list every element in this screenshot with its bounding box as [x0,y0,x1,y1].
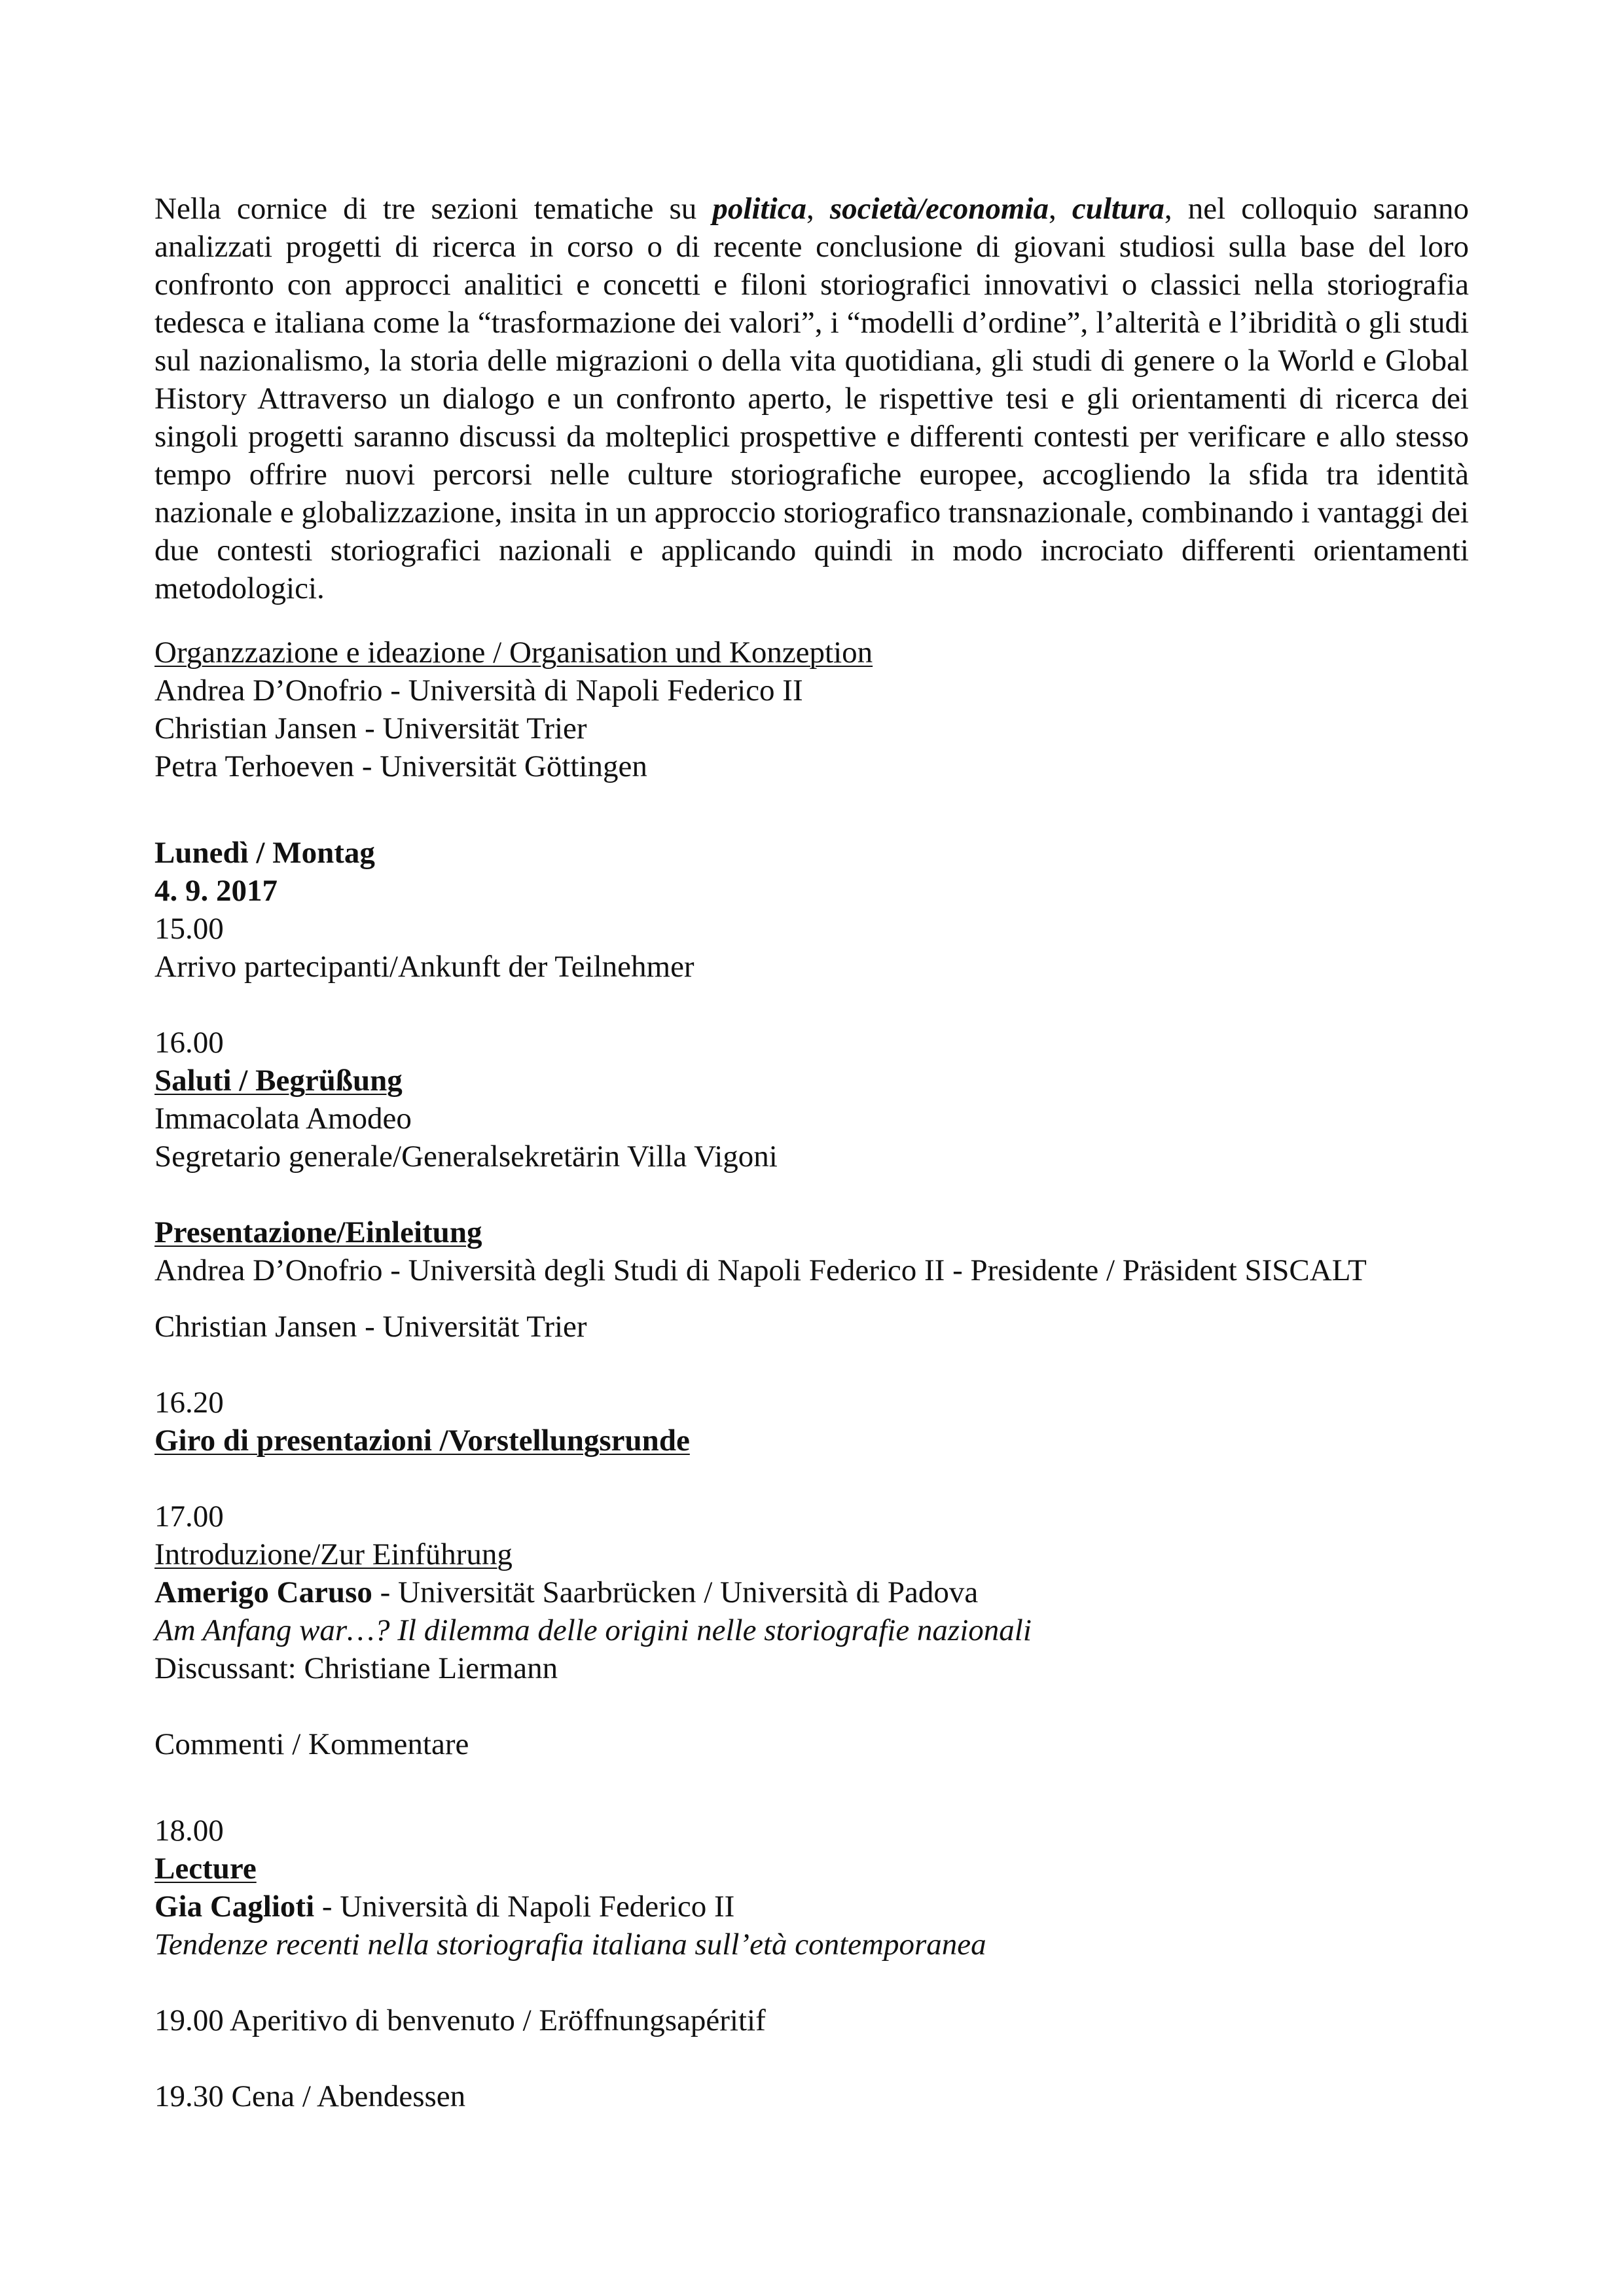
organiser-1: Andrea D’Onofrio - Università di Napoli Federico II [154,673,803,708]
welcome-name: Immacolata Amodeo [154,1102,412,1136]
intro-paragraph [154,190,1469,607]
presentation-title: Presentazione/Einleitung [154,1215,482,1249]
intro-separator: , [1049,192,1072,226]
lecture-time: 18.00 [154,1814,224,1848]
keyword-cultura: cultura [1072,192,1164,226]
arrival-text: Arrivo partecipanti/Ankunft der Teilnehmer [154,950,695,984]
intro-text-rest: , nel colloquio saranno analizzati progetti di ricerca in corso o di recente conclusione di giovani studiosi sulla base del loro confronto con approcci analitici e concetti e filoni storiografici innovativi o classici nella storiografia tedesca e italiana come la “trasformazione dei valori”, i “modelli d’ordine”, l’alterità e l’ibridità o gli studi sul nazionalismo, la storia delle migrazioni o della vita quotidiana, gli studi di genere o la World e Global History Attraverso un dialogo e un confronto aperto, le rispettive tesi e gli orientamenti di ricerca dei singoli progetti saranno discussi da molteplici prospettive e differenti contesti per verificare e allo stesso tempo offrire nuovi percorsi nelle culture storiografiche europee, accogliendo la sfida tra identità nazionale e globalizzazione, insita in un approccio storiografico transnazionale, combinando i vantaggi dei due contesti storiografici nazionali e applicando quindi in modo incrociato differenti orientamenti metodologici. [154,192,1470,605]
dinner-entry: 19.30 Cena / Abendessen [154,2079,466,2113]
welcome-role: Segretario generale/Generalsekretärin Villa Vigoni [154,1139,778,1174]
keyword-societa-economia: società/economia [829,192,1049,226]
intro-separator: , [806,192,830,226]
lecture-title: Lecture [154,1852,257,1886]
lecture-speaker-affiliation: - Università di Napoli Federico II [314,1890,735,1924]
introduction-comments: Commenti / Kommentare [154,1727,469,1761]
presentation-speaker-1: Andrea D’Onofrio - Università degli Studi di Napoli Federico II - Presidente / Präsident SISCALT [154,1253,1367,1287]
introduction-speaker [154,1573,1469,1611]
lecture-talk-title: Tendenze recenti nella storiografia italiana sull’età contemporanea [154,1928,986,1962]
round-title: Giro di presentazioni /Vorstellungsrunde [154,1424,690,1458]
organiser-3: Petra Terhoeven - Universität Göttingen [154,749,647,783]
day-date: 4. 9. 2017 [154,874,278,908]
organisation-heading: Organzzazione e ideazione / Organisation und Konzeption [154,636,873,670]
lecture-speaker [154,1888,1469,1926]
lecture-speaker-name: Gia Caglioti [154,1890,315,1924]
arrival-time: 15.00 [154,912,224,946]
day-heading: Lunedì / Montag [154,836,375,870]
keyword-politica: politica [712,192,806,226]
aperitivo-entry: 19.00 Aperitivo di benvenuto / Eröffnungsapéritif [154,2003,766,2037]
introduction-title: Introduzione/Zur Einführung [154,1537,513,1571]
introduction-speaker-name: Amerigo Caruso [154,1575,372,1609]
intro-text-start: Nella cornice di tre sezioni tematiche su [154,192,713,226]
round-time: 16.20 [154,1386,224,1420]
document-page [154,190,1469,2115]
introduction-talk-title: Am Anfang war…? Il dilemma delle origini nelle storiografie nazionali [154,1613,1032,1647]
welcome-title: Saluti / Begrüßung [154,1064,403,1098]
introduction-speaker-affiliation: - Universität Saarbrücken / Università di Padova [372,1575,979,1609]
presentation-speaker-2: Christian Jansen - Universität Trier [154,1310,587,1344]
organiser-2: Christian Jansen - Universität Trier [154,711,587,745]
welcome-time: 16.00 [154,1026,224,1060]
introduction-time: 17.00 [154,1499,224,1534]
introduction-discussant: Discussant: Christiane Liermann [154,1651,558,1685]
